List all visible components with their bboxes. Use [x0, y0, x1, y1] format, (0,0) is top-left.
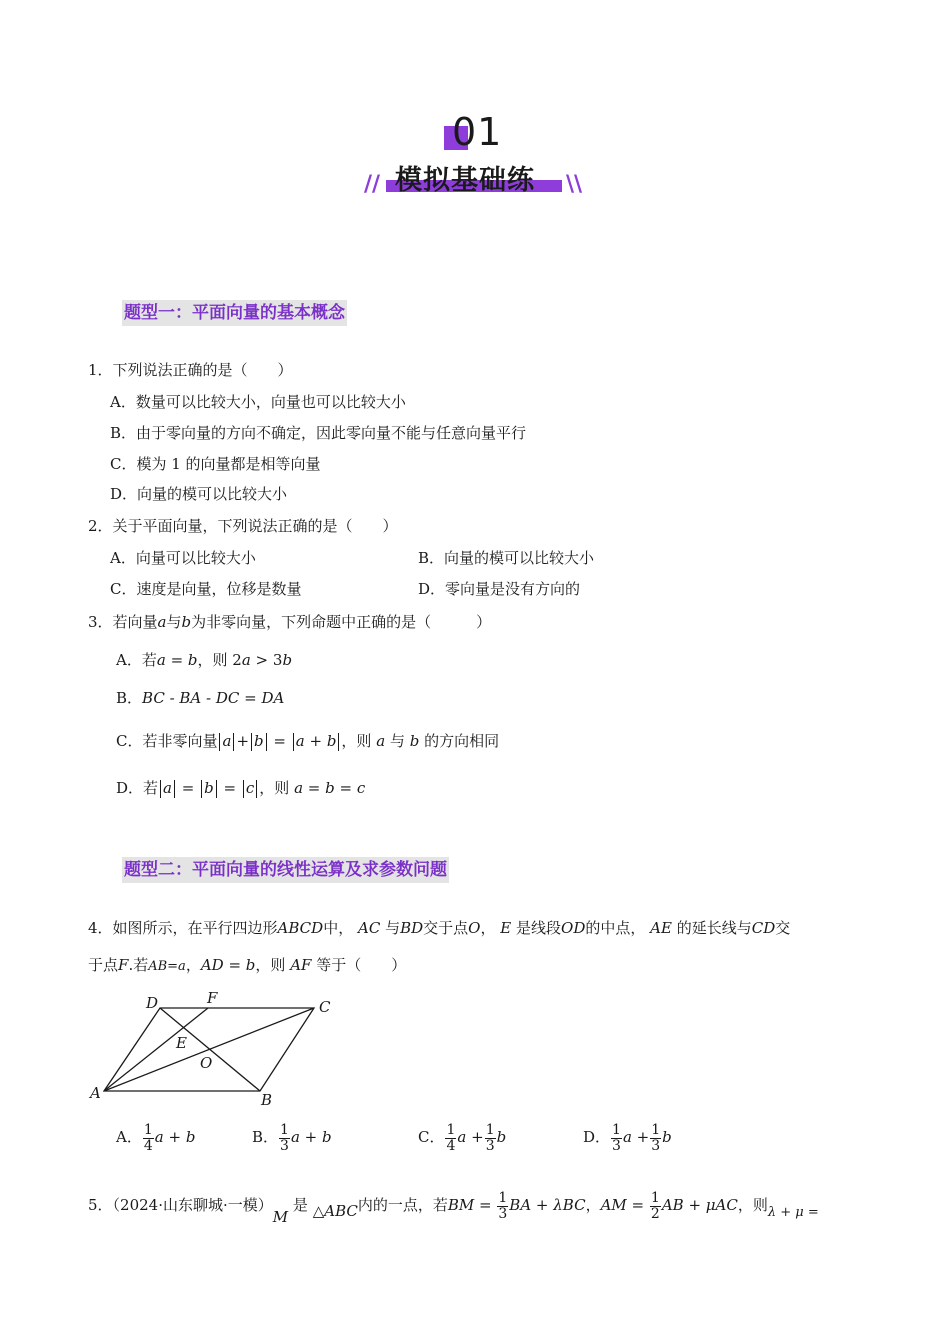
q1-option-a: A．数量可以比较大小，向量也可以比较大小 [110, 393, 406, 411]
q3-d-mid: ，则 [259, 779, 290, 797]
q4-b-expr: a + b [290, 1128, 332, 1146]
abs-bar [243, 780, 244, 798]
q4-text: ， [480, 919, 496, 937]
q4-var: AE [650, 919, 672, 937]
q4-text: 等于（ ） [316, 956, 407, 974]
denominator: 4 [143, 1137, 153, 1154]
q2-option-d: D．零向量是没有方向的 [418, 580, 581, 598]
q3-stem-part: 为非零向量，下列命题中正确的是（ ） [191, 613, 492, 631]
page-title: 模拟基础练 [395, 165, 535, 196]
q3-a-label: A．若 [116, 651, 157, 669]
label-o: O [200, 1054, 213, 1072]
q5-vec: BM [447, 1196, 475, 1214]
abs-bar [256, 780, 257, 798]
q4-text: ，则 [255, 956, 286, 974]
q1-option-d: D．向量的模可以比较大小 [110, 485, 288, 503]
abs-bar [201, 780, 202, 798]
q3-a-var: a [241, 651, 251, 669]
q4-line-1 [88, 918, 790, 938]
q4-text: 与 [385, 919, 401, 937]
q3-c-label: C．若非零向量 [116, 732, 218, 750]
parallelogram-figure [86, 988, 346, 1110]
q5-eq: = [474, 1196, 497, 1214]
numerator: 1 [446, 1121, 456, 1138]
q4-var: O [468, 919, 481, 937]
q4-var: AC [357, 919, 381, 937]
q4-option-c [418, 1120, 506, 1154]
fraction [445, 1123, 456, 1154]
q3-d-var: c [245, 779, 255, 797]
q3-c-var: a [222, 732, 232, 750]
denominator: 3 [485, 1137, 495, 1154]
q4-c-expr: a + [457, 1128, 484, 1146]
q3-c-mid: ，则 [341, 732, 372, 750]
q3-d-label: D．若 [116, 779, 159, 797]
fraction [650, 1191, 661, 1222]
left-deco: // [364, 172, 381, 197]
numerator: 1 [612, 1121, 621, 1138]
q4-var: AB=a [148, 959, 186, 974]
q4-option-b [252, 1120, 332, 1154]
q4-var: OD [561, 919, 586, 937]
abs-bar [216, 780, 217, 798]
q5-var: M [272, 1208, 289, 1226]
q3-option-d [116, 778, 365, 798]
q5-text: ， [585, 1196, 601, 1214]
abs-bar [174, 780, 175, 798]
q3-option-b [116, 688, 284, 708]
q4-a-label: A． [116, 1128, 142, 1146]
q4-line-2 [88, 955, 406, 977]
label-b: B [261, 1091, 273, 1109]
q3-var-b: b [181, 613, 192, 631]
numerator: 1 [651, 1121, 661, 1138]
q5-text: 是 [292, 1196, 308, 1214]
abs-bar [219, 733, 220, 751]
q3-c-plus: + [236, 732, 250, 750]
q4-d-expr: b [662, 1128, 672, 1146]
q4-var: CD [751, 919, 776, 937]
label-f: F [207, 989, 218, 1007]
q2-option-b: B．向量的模可以比较大小 [418, 549, 595, 567]
q3-a-eq: = [165, 651, 188, 669]
q5-plus: + λ [531, 1196, 563, 1214]
q1-option-b: B．由于零向量的方向不确定，因此零向量不能与任意向量平行 [110, 424, 527, 442]
q3-c-var: a [376, 732, 386, 750]
q3-c-sum: a + b [295, 732, 337, 750]
q4-a-expr: a + b [154, 1128, 196, 1146]
q5-text: 内的一点，若 [357, 1196, 448, 1214]
q3-a-var: a [156, 651, 166, 669]
section-title-1: 题型一：平面向量的基本概念 [122, 300, 347, 326]
numerator: 1 [485, 1121, 495, 1138]
abs-bar [266, 733, 267, 751]
q5-line [88, 1188, 819, 1224]
denominator: 3 [612, 1137, 621, 1154]
q3-d-eq: = [181, 779, 195, 797]
q3-c-eq: = [273, 732, 286, 750]
label-e: E [176, 1034, 187, 1052]
q5-plus: + μ [683, 1196, 716, 1214]
q4-b-label: B． [252, 1128, 279, 1146]
q5-vec: AB [661, 1196, 684, 1214]
q4-var: BD [400, 919, 424, 937]
chapter-number: 01 [452, 110, 503, 154]
q3-var-a: a [157, 613, 167, 631]
q5-vec: AC [715, 1196, 738, 1214]
q4-c-expr: b [496, 1128, 507, 1146]
abs-bar [251, 733, 252, 751]
q4-option-d [583, 1120, 672, 1154]
q4-text: 是线段 [516, 919, 562, 937]
denominator: 4 [446, 1137, 456, 1154]
q4-text: 中， [323, 919, 354, 937]
fraction [497, 1191, 508, 1222]
q4-d-expr: a + [622, 1128, 650, 1146]
numerator: 1 [650, 1189, 660, 1206]
q3-c-var: b [409, 732, 420, 750]
q5-number: 5．（2024·山东聊城·一模） [88, 1196, 273, 1214]
right-deco: \\ [566, 172, 583, 197]
q5-text: ，则 [737, 1196, 768, 1214]
q3-c-with: 与 [389, 732, 405, 750]
q4-var: E [500, 919, 512, 937]
q4-text: 的延长线与 [676, 919, 752, 937]
q3-d-var: b [204, 779, 214, 797]
q4-var: AD = b [200, 956, 256, 974]
diagonal-bd [160, 1008, 260, 1091]
q5-var: △ABC [312, 1202, 358, 1220]
q3-a-var: b [282, 651, 293, 669]
denominator: 2 [650, 1205, 660, 1222]
numerator: 1 [143, 1121, 153, 1138]
numerator: 1 [498, 1189, 508, 1206]
q4-text: .若 [128, 956, 149, 974]
denominator: 3 [651, 1137, 661, 1154]
q3-b-expr: BC - BA - DC = DA [142, 689, 285, 707]
q3-stem [88, 612, 491, 632]
q1-option-c: C．模为 1 的向量都是相等向量 [110, 455, 321, 473]
q1-stem: 1．下列说法正确的是（ ） [88, 361, 293, 379]
q5-eq: = [626, 1196, 649, 1214]
q3-option-a [116, 650, 292, 670]
q5-vec: BA [509, 1196, 532, 1214]
q2-option-a: A．向量可以比较大小 [110, 549, 256, 567]
fraction [143, 1123, 154, 1154]
q4-text: ， [185, 956, 201, 974]
q5-answer-expr: λ + μ = [767, 1205, 819, 1220]
q3-d-var: a [163, 779, 172, 797]
label-d: D [146, 994, 159, 1012]
q5-vec: AM [600, 1196, 627, 1214]
q3-a-gt: > 3 [250, 651, 283, 669]
abs-bar [293, 733, 294, 751]
q4-var: F [118, 956, 129, 974]
q3-a-mid: ，则 2 [197, 651, 242, 669]
abs-bar [338, 733, 339, 751]
q4-var: AF [290, 956, 312, 974]
section-title-2: 题型二：平面向量的线性运算及求参数问题 [122, 857, 449, 883]
q5-vec: BC [562, 1196, 586, 1214]
q4-option-a [116, 1120, 195, 1154]
q3-d-eq: = [223, 779, 237, 797]
q3-stem-part: 3．若向量 [88, 613, 158, 631]
abs-bar [233, 733, 234, 751]
q3-option-c [116, 731, 499, 751]
q4-d-label: D． [583, 1128, 611, 1146]
q2-stem: 2．关于平面向量，下列说法正确的是（ ） [88, 517, 398, 535]
q4-var: ABCD [277, 919, 324, 937]
numerator: 1 [280, 1121, 289, 1138]
fraction [279, 1123, 290, 1154]
segment-af [104, 1008, 208, 1091]
q4-c-label: C． [418, 1128, 445, 1146]
q3-c-var: b [254, 732, 264, 750]
label-c: C [319, 998, 331, 1016]
q3-b-label: B． [116, 689, 143, 707]
q3-d-expr: a = b = c [294, 779, 366, 797]
q4-text: 交于点 [423, 919, 469, 937]
fraction [650, 1123, 661, 1154]
fraction [485, 1123, 496, 1154]
q4-text: 的中点， [585, 919, 646, 937]
abs-bar [160, 780, 161, 798]
fraction [611, 1123, 622, 1154]
denominator: 3 [498, 1205, 508, 1222]
q3-a-var: b [187, 651, 198, 669]
denominator: 3 [280, 1137, 289, 1154]
q4-text: 交 [775, 919, 791, 937]
q4-text: 于点 [88, 956, 119, 974]
q3-stem-part: 与 [166, 613, 182, 631]
q2-option-c: C．速度是向量，位移是数量 [110, 580, 302, 598]
label-a: A [90, 1084, 101, 1102]
q3-c-end: 的方向相同 [424, 732, 500, 750]
q4-text: 4．如图所示，在平行四边形 [88, 919, 278, 937]
